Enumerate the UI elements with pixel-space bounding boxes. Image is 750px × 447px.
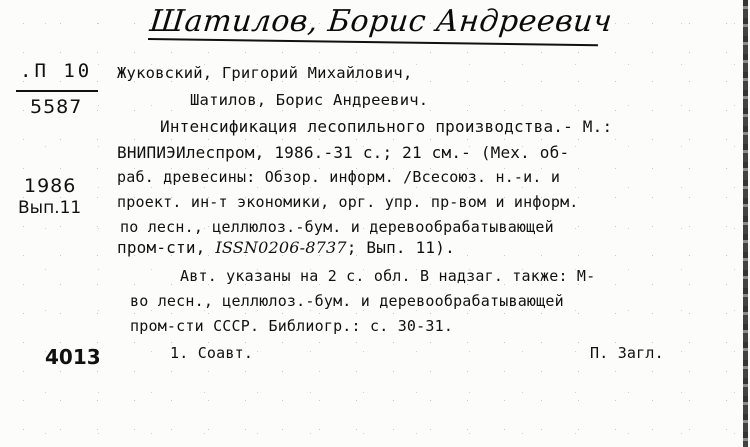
note-line-2: во лесн., целлюлоз.-бум. и деревообрабатывающей xyxy=(130,292,564,310)
series-line-3: по лесн., целлюлоз.-бум. и деревообрабатывающей xyxy=(120,218,554,236)
call-number-rule xyxy=(16,90,98,92)
publication-year: 1986 xyxy=(24,175,77,197)
card-edge xyxy=(743,0,748,447)
issue-number: Вып.11 xyxy=(18,198,82,218)
tracing-title: П. Загл. xyxy=(590,344,664,362)
publisher-line: ВНИПИЭИлеспром, 1986.-31 с.; 21 см.- (Мех. об- xyxy=(117,143,570,162)
heading-underline xyxy=(148,38,598,46)
series-line-1: раб. древесины: Обзор. информ. /Всесоюз. н.-и. и xyxy=(117,168,561,186)
shelf-mark: .П 10 xyxy=(20,60,93,82)
series-line-4 xyxy=(117,238,455,257)
series-line-2: проект. ин-т экономики, орг. упр. пр-вом и информ. xyxy=(117,193,579,211)
coauthor-line: Шатилов, Борис Андреевич. xyxy=(190,91,429,109)
title-line: Интенсификация лесопильного производства.- М.: xyxy=(160,117,613,136)
note-line-3: пром-сти СССР. Библиогр.: с. 30-31. xyxy=(130,317,454,335)
note-line-1: Авт. указаны на 2 с. обл. В надзаг. также: М- xyxy=(180,267,596,285)
accession-number: 4013 xyxy=(45,345,101,369)
handwritten-issn: ISSN0206-8737 xyxy=(215,238,347,257)
handwritten-heading: Шатилов, Борис Андреевич xyxy=(148,4,615,39)
call-number: 5587 xyxy=(30,96,83,118)
series-line-4-suffix: ; Вып. 11). xyxy=(346,238,455,257)
tracing-coauthor: 1. Соавт. xyxy=(170,344,254,362)
author-line: Жуковский, Григорий Михайлович, xyxy=(117,64,413,82)
series-line-4-prefix: пром-сти, xyxy=(117,238,206,257)
